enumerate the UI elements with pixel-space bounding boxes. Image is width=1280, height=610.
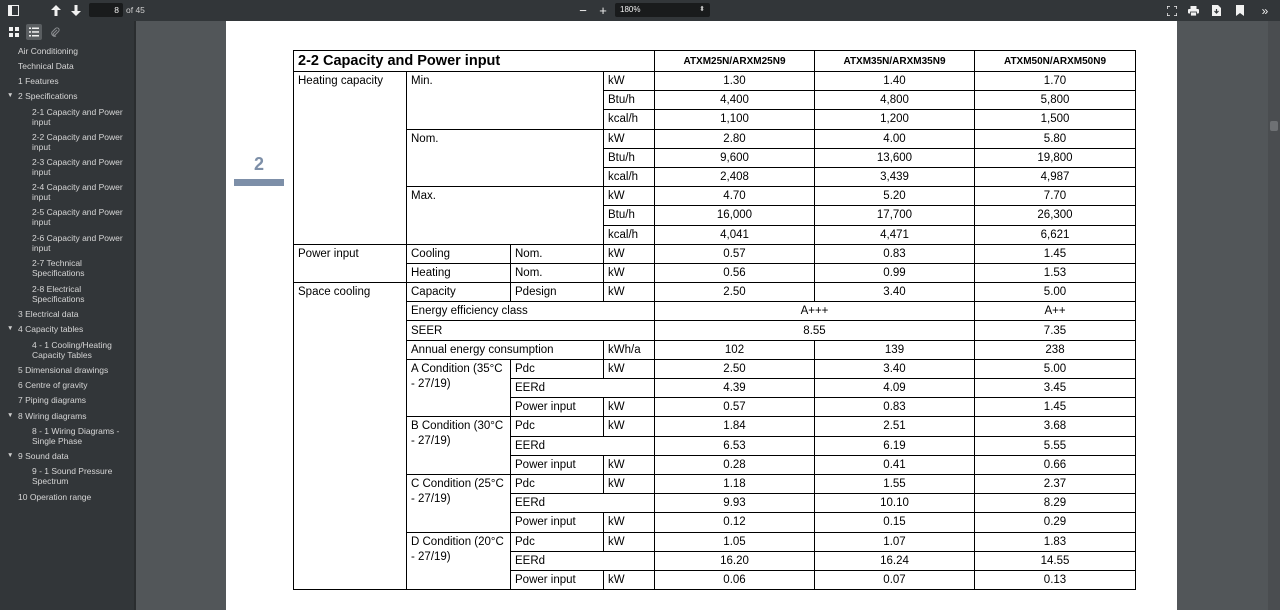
unit-cell: kW bbox=[604, 513, 655, 532]
document-outline-sidebar bbox=[0, 21, 134, 610]
param-label: Power input bbox=[511, 513, 604, 532]
value-cell: 2.80 bbox=[655, 129, 815, 148]
value-cell: 9.93 bbox=[655, 494, 815, 513]
table-row bbox=[294, 340, 1136, 359]
outline-item-label: 2-6 Capacity and Power input bbox=[32, 233, 123, 253]
condition-label: C Condition (25°C - 27/19) bbox=[407, 474, 511, 532]
value-cell: 139 bbox=[815, 340, 975, 359]
param-label: EERd bbox=[511, 494, 604, 513]
outline-item-label: 8 - 1 Wiring Diagrams - Single Phase bbox=[32, 426, 120, 446]
outline-item-label: 2-8 Electrical Specifications bbox=[32, 284, 85, 304]
value-cell: 0.83 bbox=[815, 398, 975, 417]
table-row bbox=[294, 302, 1136, 321]
outline-item-label: Technical Data bbox=[18, 61, 74, 71]
unit-cell: Btu/h bbox=[604, 148, 655, 167]
value-cell: 16,000 bbox=[655, 206, 815, 225]
outline-item-label: 2-3 Capacity and Power input bbox=[32, 157, 123, 177]
outline-item[interactable] bbox=[18, 451, 130, 461]
pdf-toolbar bbox=[0, 0, 1280, 21]
table-title: 2-2 Capacity and Power input bbox=[294, 51, 655, 72]
value-cell: 19,800 bbox=[975, 148, 1136, 167]
outline-item[interactable] bbox=[18, 76, 130, 86]
value-cell: 3.40 bbox=[815, 283, 975, 302]
value-cell: 16.24 bbox=[815, 551, 975, 570]
outline-item-label: 10 Operation range bbox=[18, 492, 92, 502]
model-header: ATXM35N/ARXM35N9 bbox=[815, 51, 975, 72]
value-cell: 7.70 bbox=[975, 187, 1136, 206]
param-label: Capacity bbox=[407, 283, 511, 302]
level-label: Max. bbox=[407, 187, 604, 245]
value-cell: 0.13 bbox=[975, 570, 1136, 589]
outline-item[interactable] bbox=[18, 61, 130, 71]
print-icon[interactable] bbox=[1187, 0, 1200, 21]
value-cell: 6.19 bbox=[815, 436, 975, 455]
expand-arrow-icon[interactable]: ▼ bbox=[7, 452, 14, 459]
value-cell: 3.40 bbox=[815, 359, 975, 378]
value-cell: 4.70 bbox=[655, 187, 815, 206]
value-cell: 0.29 bbox=[975, 513, 1136, 532]
unit-cell: Btu/h bbox=[604, 91, 655, 110]
outline-item[interactable] bbox=[18, 91, 130, 101]
outline-item-label: 8 Wiring diagrams bbox=[18, 411, 87, 421]
value-cell: 1,100 bbox=[655, 110, 815, 129]
section-number: 2 bbox=[253, 154, 264, 174]
outline-item-label: 2-7 Technical Specifications bbox=[32, 258, 85, 278]
unit-cell: kW bbox=[604, 455, 655, 474]
unit-cell: kW bbox=[604, 398, 655, 417]
row-group-label: Power input bbox=[294, 244, 407, 282]
value-cell: 4,987 bbox=[975, 167, 1136, 186]
unit-cell: kW bbox=[604, 263, 655, 282]
row-group-label: Space cooling bbox=[294, 283, 407, 590]
table-row bbox=[294, 474, 1136, 493]
outline-item-label: 5 Dimensional drawings bbox=[18, 365, 109, 375]
unit-cell: kW bbox=[604, 570, 655, 589]
value-cell: A++ bbox=[975, 302, 1136, 321]
param-label: EERd bbox=[511, 551, 604, 570]
level-label: Min. bbox=[407, 72, 604, 130]
outline-item-label: 1 Features bbox=[18, 76, 59, 86]
value-cell: 0.99 bbox=[815, 263, 975, 282]
value-cell: 1.45 bbox=[975, 398, 1136, 417]
table-row bbox=[294, 532, 1136, 551]
outline-item-label: 4 Capacity tables bbox=[18, 324, 84, 334]
value-cell: 0.06 bbox=[655, 570, 815, 589]
value-cell: 238 bbox=[975, 340, 1136, 359]
pdf-page bbox=[226, 21, 1177, 610]
value-cell: 2.50 bbox=[655, 283, 815, 302]
table-row bbox=[294, 321, 1136, 340]
table-header-row bbox=[294, 51, 1136, 72]
outline-item-label: 6 Centre of gravity bbox=[18, 380, 88, 390]
value-cell: 4.39 bbox=[655, 379, 815, 398]
unit-cell: kW bbox=[604, 244, 655, 263]
outline-item-label: 3 Electrical data bbox=[18, 309, 79, 319]
unit-cell: kW bbox=[604, 129, 655, 148]
value-cell: 3.45 bbox=[975, 379, 1136, 398]
unit-cell bbox=[604, 436, 655, 455]
outline-item[interactable] bbox=[32, 207, 128, 227]
value-cell: 0.57 bbox=[655, 398, 815, 417]
zoom-select[interactable] bbox=[615, 3, 710, 17]
value-cell: 0.56 bbox=[655, 263, 815, 282]
param-label: SEER bbox=[407, 321, 655, 340]
value-cell: 1.55 bbox=[815, 474, 975, 493]
expand-arrow-icon[interactable]: ▼ bbox=[7, 92, 14, 99]
outline-item[interactable] bbox=[18, 309, 130, 319]
unit-cell: kW bbox=[604, 417, 655, 436]
value-cell: 5.00 bbox=[975, 283, 1136, 302]
mode-label: Cooling bbox=[407, 244, 511, 263]
param-label: Energy efficiency class bbox=[407, 302, 655, 321]
value-cell: 13,600 bbox=[815, 148, 975, 167]
value-cell: 4,041 bbox=[655, 225, 815, 244]
value-cell: 0.66 bbox=[975, 455, 1136, 474]
table-row bbox=[294, 72, 1136, 91]
value-cell: 1.05 bbox=[655, 532, 815, 551]
unit-cell bbox=[604, 494, 655, 513]
value-cell: 4,400 bbox=[655, 91, 815, 110]
outline-item[interactable] bbox=[18, 365, 130, 375]
outline-item-label: 7 Piping diagrams bbox=[18, 395, 87, 405]
value-cell: 1.53 bbox=[975, 263, 1136, 282]
value-cell: 1.70 bbox=[975, 72, 1136, 91]
outline-item[interactable] bbox=[18, 395, 130, 405]
param-label: Pdc bbox=[511, 359, 604, 378]
value-cell: 6.53 bbox=[655, 436, 815, 455]
param-label: Power input bbox=[511, 570, 604, 589]
outline-tab-icon[interactable] bbox=[26, 24, 42, 40]
value-cell: 16.20 bbox=[655, 551, 815, 570]
unit-cell: kW bbox=[604, 532, 655, 551]
outline-item[interactable] bbox=[32, 132, 128, 152]
outline-item-label: 2-5 Capacity and Power input bbox=[32, 207, 123, 227]
sidebar-toggle-icon[interactable] bbox=[5, 0, 21, 21]
page-total-label: of 45 bbox=[126, 5, 145, 15]
level-label: Nom. bbox=[511, 263, 604, 282]
outline-item-label: Air Conditioning bbox=[18, 46, 79, 56]
expand-arrow-icon[interactable]: ▼ bbox=[7, 412, 14, 419]
value-cell: 0.07 bbox=[815, 570, 975, 589]
outline-item[interactable] bbox=[18, 492, 130, 502]
value-cell: 102 bbox=[655, 340, 815, 359]
unit-cell: kcal/h bbox=[604, 225, 655, 244]
param-label: Pdc bbox=[511, 532, 604, 551]
chevron-updown-icon: ⬍ bbox=[699, 6, 705, 13]
value-cell: 6,621 bbox=[975, 225, 1136, 244]
outline-item[interactable] bbox=[18, 380, 130, 390]
value-cell: 8.55 bbox=[655, 321, 975, 340]
value-cell: A+++ bbox=[655, 302, 975, 321]
model-header: ATXM50N/ARXM50N9 bbox=[975, 51, 1136, 72]
outline-item[interactable] bbox=[32, 284, 128, 304]
value-cell: 5.00 bbox=[975, 359, 1136, 378]
sidebar-tabs bbox=[0, 21, 134, 43]
table-row bbox=[294, 129, 1136, 148]
condition-label: A Condition (35°C - 27/19) bbox=[407, 359, 511, 417]
value-cell: 0.28 bbox=[655, 455, 815, 474]
condition-label: B Condition (30°C - 27/19) bbox=[407, 417, 511, 475]
value-cell: 1.45 bbox=[975, 244, 1136, 263]
param-label: Annual energy consumption bbox=[407, 340, 604, 359]
outline-item-label: 2 Specifications bbox=[18, 91, 78, 101]
value-cell: 4,471 bbox=[815, 225, 975, 244]
value-cell: 17,700 bbox=[815, 206, 975, 225]
outline-item-label: 2-4 Capacity and Power input bbox=[32, 182, 123, 202]
level-label: Nom. bbox=[511, 244, 604, 263]
scrollbar-thumb[interactable] bbox=[1270, 121, 1278, 131]
value-cell: 5.20 bbox=[815, 187, 975, 206]
unit-cell: kW bbox=[604, 187, 655, 206]
table-row bbox=[294, 187, 1136, 206]
zoom-value: 180% bbox=[620, 5, 641, 14]
expand-arrow-icon[interactable]: ▼ bbox=[7, 325, 14, 332]
thumbnails-tab-icon[interactable] bbox=[6, 24, 22, 40]
previous-page-icon[interactable] bbox=[49, 0, 63, 21]
outline-item[interactable] bbox=[18, 324, 130, 334]
unit-cell: kW bbox=[604, 72, 655, 91]
zoom-out-button[interactable]: − bbox=[579, 3, 587, 18]
unit-cell: Btu/h bbox=[604, 206, 655, 225]
download-icon[interactable] bbox=[1210, 0, 1223, 21]
condition-label: D Condition (20°C - 27/19) bbox=[407, 532, 511, 590]
value-cell: 10.10 bbox=[815, 494, 975, 513]
table-row bbox=[294, 359, 1136, 378]
param-label: Pdesign bbox=[511, 283, 604, 302]
unit-cell bbox=[604, 379, 655, 398]
next-page-icon[interactable] bbox=[69, 0, 83, 21]
outline-item[interactable] bbox=[32, 182, 128, 202]
outline-item[interactable] bbox=[32, 258, 128, 278]
value-cell: 0.57 bbox=[655, 244, 815, 263]
more-options-icon[interactable]: » bbox=[1261, 3, 1269, 18]
outline-item[interactable] bbox=[32, 157, 128, 177]
table-row bbox=[294, 244, 1136, 263]
fit-page-icon[interactable] bbox=[1165, 0, 1178, 21]
table-row bbox=[294, 283, 1136, 302]
outline-item[interactable] bbox=[32, 466, 128, 486]
level-label: Nom. bbox=[407, 129, 604, 187]
value-cell: 4.00 bbox=[815, 129, 975, 148]
value-cell: 1.30 bbox=[655, 72, 815, 91]
outline-item-label: 9 Sound data bbox=[18, 451, 69, 461]
value-cell: 0.15 bbox=[815, 513, 975, 532]
section-marker-bar bbox=[234, 179, 284, 186]
value-cell: 4.09 bbox=[815, 379, 975, 398]
capacity-power-table bbox=[293, 50, 1136, 590]
outline-item[interactable] bbox=[18, 411, 130, 421]
value-cell: 1.40 bbox=[815, 72, 975, 91]
value-cell: 14.55 bbox=[975, 551, 1136, 570]
outline-item[interactable] bbox=[32, 233, 128, 253]
unit-cell: kcal/h bbox=[604, 167, 655, 186]
value-cell: 0.12 bbox=[655, 513, 815, 532]
vertical-scrollbar[interactable] bbox=[1268, 21, 1280, 610]
outline-item-label: 2-1 Capacity and Power input bbox=[32, 107, 123, 127]
param-label: Power input bbox=[511, 398, 604, 417]
value-cell: 5.55 bbox=[975, 436, 1136, 455]
mode-label: Heating bbox=[407, 263, 511, 282]
attachments-tab-icon[interactable] bbox=[47, 24, 63, 40]
value-cell: 1,500 bbox=[975, 110, 1136, 129]
value-cell: 3,439 bbox=[815, 167, 975, 186]
model-header: ATXM25N/ARXM25N9 bbox=[655, 51, 815, 72]
value-cell: 2.51 bbox=[815, 417, 975, 436]
table-row bbox=[294, 263, 1136, 282]
outline-item[interactable] bbox=[32, 426, 128, 446]
outline-item[interactable] bbox=[32, 340, 128, 360]
value-cell: 1.18 bbox=[655, 474, 815, 493]
unit-cell bbox=[604, 551, 655, 570]
value-cell: 4,800 bbox=[815, 91, 975, 110]
param-label: EERd bbox=[511, 436, 604, 455]
bookmark-icon[interactable] bbox=[1233, 0, 1246, 21]
outline-item[interactable] bbox=[18, 46, 130, 56]
param-label: EERd bbox=[511, 379, 604, 398]
row-group-label: Heating capacity bbox=[294, 72, 407, 245]
param-label: Power input bbox=[511, 455, 604, 474]
value-cell: 1,200 bbox=[815, 110, 975, 129]
outline-item-label: 2-2 Capacity and Power input bbox=[32, 132, 123, 152]
value-cell: 5,800 bbox=[975, 91, 1136, 110]
value-cell: 2.50 bbox=[655, 359, 815, 378]
sidebar-divider bbox=[134, 21, 136, 610]
outline-item-label: 9 - 1 Sound Pressure Spectrum bbox=[32, 466, 113, 486]
table-row bbox=[294, 417, 1136, 436]
value-cell: 7.35 bbox=[975, 321, 1136, 340]
zoom-in-button[interactable]: + bbox=[599, 3, 607, 18]
value-cell: 3.68 bbox=[975, 417, 1136, 436]
value-cell: 9,600 bbox=[655, 148, 815, 167]
param-label: Pdc bbox=[511, 474, 604, 493]
unit-cell: kWh/a bbox=[604, 340, 655, 359]
unit-cell: kW bbox=[604, 474, 655, 493]
unit-cell: kW bbox=[604, 359, 655, 378]
page-number-input[interactable]: 8 bbox=[89, 3, 123, 17]
value-cell: 0.83 bbox=[815, 244, 975, 263]
unit-cell: kW bbox=[604, 283, 655, 302]
outline-item-label: 4 - 1 Cooling/Heating Capacity Tables bbox=[32, 340, 112, 360]
value-cell: 1.83 bbox=[975, 532, 1136, 551]
value-cell: 26,300 bbox=[975, 206, 1136, 225]
value-cell: 8.29 bbox=[975, 494, 1136, 513]
unit-cell: kcal/h bbox=[604, 110, 655, 129]
value-cell: 2.37 bbox=[975, 474, 1136, 493]
value-cell: 5.80 bbox=[975, 129, 1136, 148]
value-cell: 0.41 bbox=[815, 455, 975, 474]
value-cell: 2,408 bbox=[655, 167, 815, 186]
param-label: Pdc bbox=[511, 417, 604, 436]
value-cell: 1.07 bbox=[815, 532, 975, 551]
outline-item[interactable] bbox=[32, 107, 128, 127]
value-cell: 1.84 bbox=[655, 417, 815, 436]
